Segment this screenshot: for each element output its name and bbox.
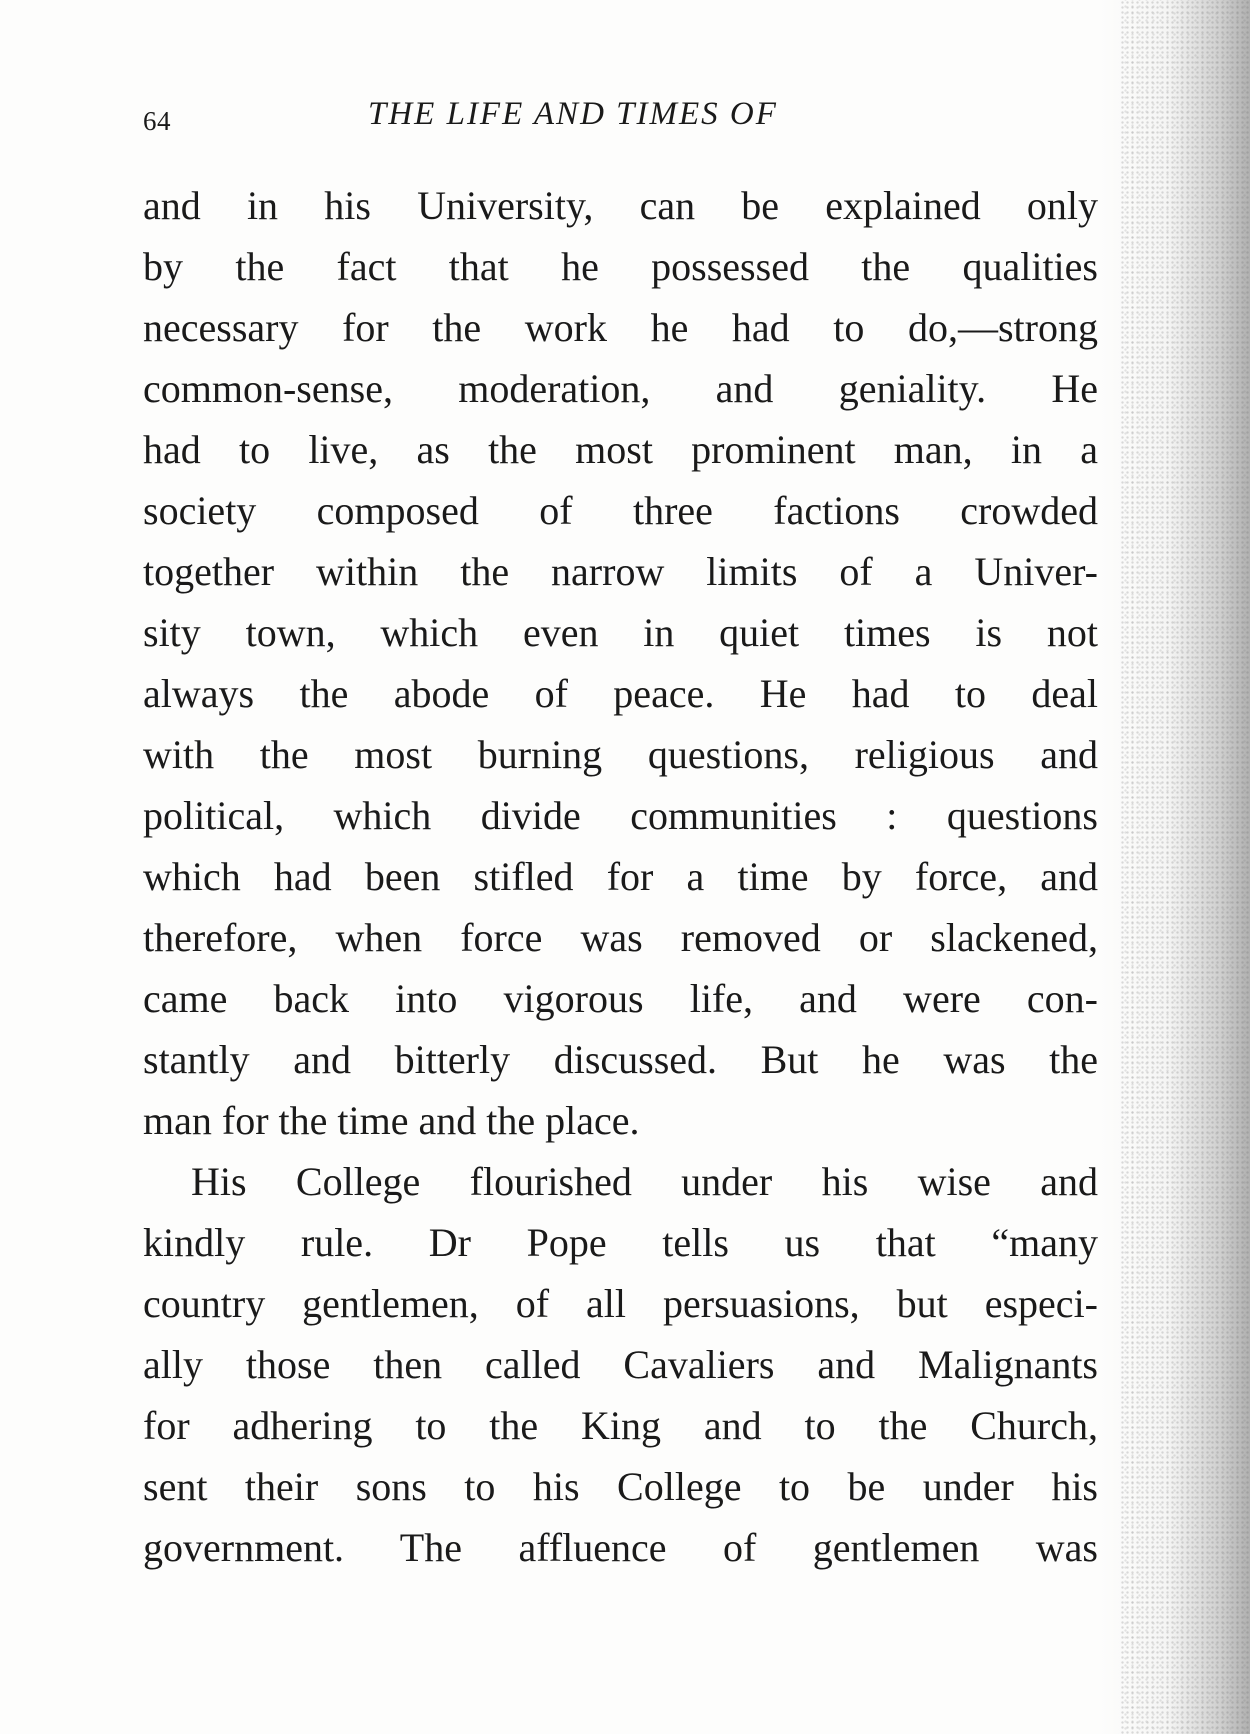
text-line: sent their sons to his College to be under his	[143, 1464, 1098, 1509]
text-line: came back into vigorous life, and were con-	[143, 976, 1098, 1021]
text-line: necessary for the work he had to do,—strong	[143, 305, 1098, 350]
text-line: kindly rule. Dr Pope tells us that “many	[143, 1220, 1098, 1265]
text-line: by the fact that he possessed the qualities	[143, 244, 1098, 289]
text-line: stantly and bitterly discussed. But he was the	[143, 1037, 1098, 1082]
text-line: for adhering to the King and to the Church,	[143, 1403, 1098, 1448]
paragraph-end-line: man for the time and the place.	[143, 1098, 640, 1143]
text-line: common-sense, moderation, and geniality. He	[143, 366, 1098, 411]
text-line: political, which divide communities : questions	[143, 793, 1098, 838]
body-text	[143, 175, 1098, 1578]
running-head: THE LIFE AND TIMES OF	[368, 96, 778, 132]
text-line: always the abode of peace. He had to deal	[143, 671, 1098, 716]
page-number: 64	[143, 106, 171, 136]
paragraph-start-line: His College flourished under his wise and	[191, 1159, 1098, 1204]
text-line: had to live, as the most prominent man, in a	[143, 427, 1098, 472]
page-edge-speckle	[1120, 0, 1250, 1734]
text-line: which had been stifled for a time by force, and	[143, 854, 1098, 899]
text-line: ally those then called Cavaliers and Malignants	[143, 1342, 1098, 1387]
text-line: sity town, which even in quiet times is not	[143, 610, 1098, 655]
text-line: with the most burning questions, religious and	[143, 732, 1098, 777]
page-header	[143, 96, 1098, 146]
text-line: government. The affluence of gentlemen was	[143, 1525, 1098, 1570]
text-line: together within the narrow limits of a Univer-	[143, 549, 1098, 594]
text-line: society composed of three factions crowded	[143, 488, 1098, 533]
text-line: and in his University, can be explained only	[143, 183, 1098, 228]
text-line: therefore, when force was removed or slackened,	[143, 915, 1098, 960]
text-line: country gentlemen, of all persuasions, but especi-	[143, 1281, 1098, 1326]
